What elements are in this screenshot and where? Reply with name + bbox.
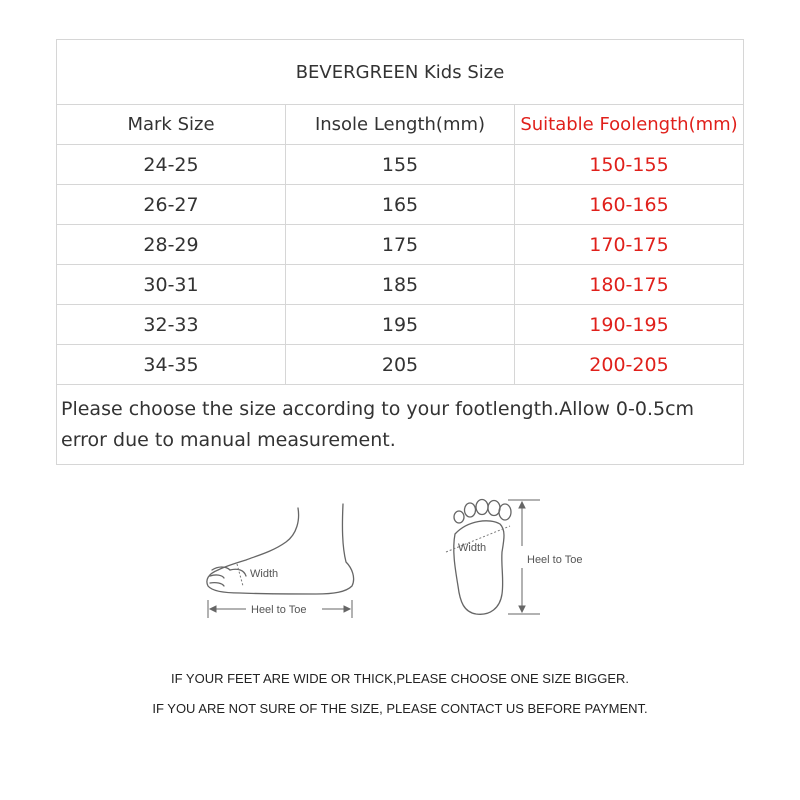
advice-contact-seller: IF YOU ARE NOT SURE OF THE SIZE, PLEASE CONTACT US BEFORE PAYMENT. — [152, 701, 648, 716]
side-length-label: Heel to Toe — [251, 604, 307, 616]
advice-wide-feet: IF YOUR FEET ARE WIDE OR THICK,PLEASE CHOOSE ONE SIZE BIGGER. — [171, 671, 629, 686]
size-chart-table — [56, 39, 744, 465]
table-row — [57, 305, 743, 345]
side-width-dashed-line — [237, 564, 243, 586]
insole-length-cell: 205 — [286, 345, 515, 384]
table-title: BEVERGREEN Kids Size — [57, 40, 743, 105]
mark-size-cell: 32-33 — [57, 305, 286, 344]
header-insole-length: Insole Length(mm) — [286, 105, 515, 144]
header-suitable-footlength: Suitable Foolength(mm) — [520, 114, 738, 135]
top-length-label: Heel to Toe — [527, 554, 583, 566]
footlength-cell: 150-155 — [589, 153, 669, 176]
table-row — [57, 185, 743, 225]
side-foot-icon — [207, 504, 354, 594]
measurement-note: Please choose the size according to your footlength.Allow 0-0.5cm error due to manual measurement. — [61, 398, 695, 451]
header-mark-size: Mark Size — [57, 105, 286, 144]
footlength-cell: 170-175 — [589, 233, 669, 256]
mark-size-cell: 24-25 — [57, 145, 286, 184]
table-row — [57, 265, 743, 305]
footlength-cell: 160-165 — [589, 193, 669, 216]
insole-length-cell: 175 — [286, 225, 515, 264]
top-width-label: Width — [458, 542, 487, 554]
insole-length-cell: 155 — [286, 145, 515, 184]
mark-size-cell: 34-35 — [57, 345, 286, 384]
table-header-row — [57, 105, 743, 145]
footlength-cell: 180-175 — [589, 273, 669, 296]
foot-measurement-diagrams — [0, 490, 800, 630]
top-foot-icon — [454, 500, 511, 615]
side-width-label: Width — [250, 568, 279, 580]
footlength-cell: 200-205 — [589, 353, 669, 376]
mark-size-cell: 30-31 — [57, 265, 286, 304]
table-row — [57, 145, 743, 185]
insole-length-cell: 185 — [286, 265, 515, 304]
insole-length-cell: 195 — [286, 305, 515, 344]
foot-diagram-svg — [0, 490, 800, 630]
mark-size-cell: 28-29 — [57, 225, 286, 264]
footlength-cell: 190-195 — [589, 313, 669, 336]
table-row — [57, 225, 743, 265]
table-row — [57, 345, 743, 385]
insole-length-cell: 165 — [286, 185, 515, 224]
mark-size-cell: 26-27 — [57, 185, 286, 224]
